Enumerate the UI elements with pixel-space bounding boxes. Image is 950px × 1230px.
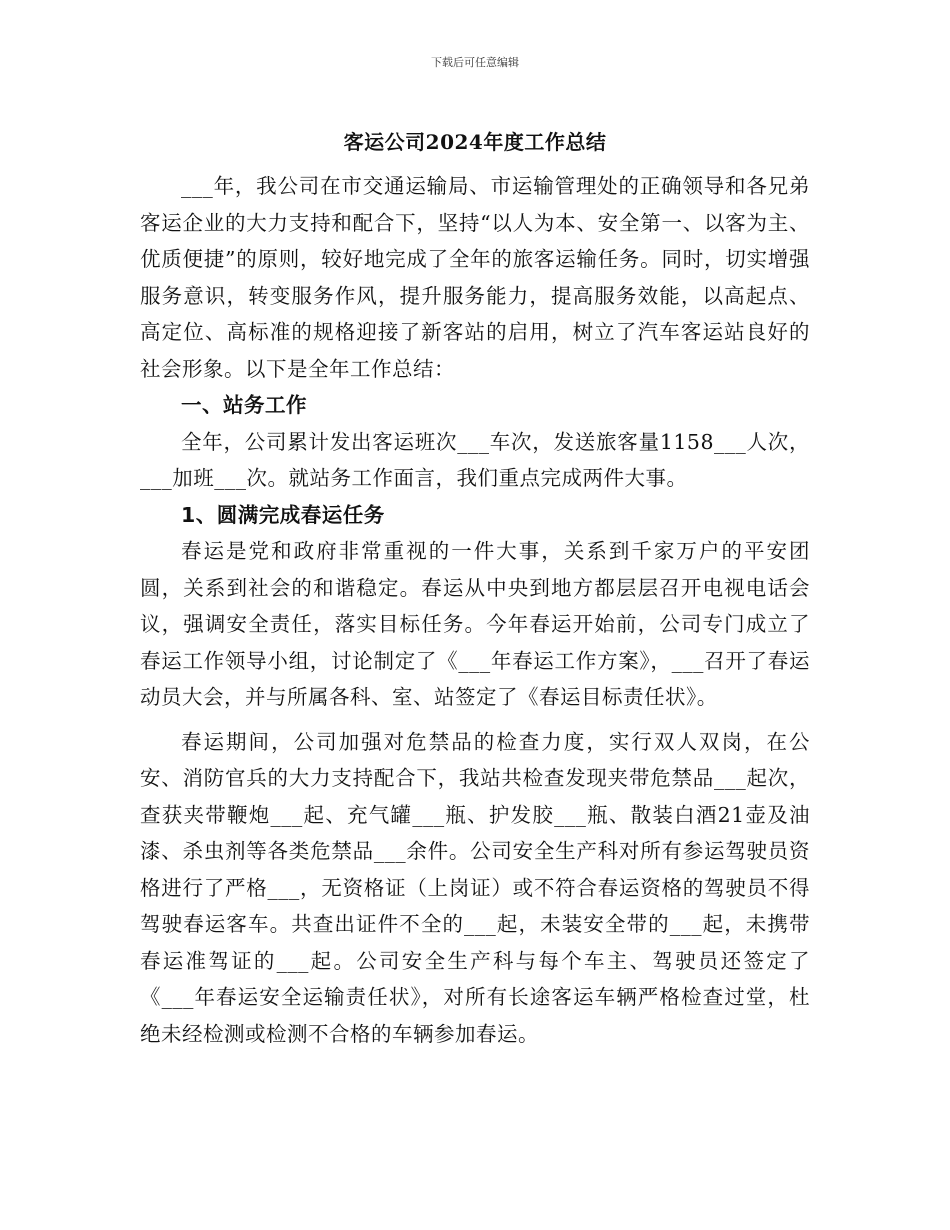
- document-title: 客运公司2024年度工作总结: [343, 130, 607, 154]
- page-header-note: 下载后可任意编辑: [431, 56, 519, 69]
- section-heading-station-work: 一、站务工作: [181, 393, 307, 417]
- paragraph-spacer: [140, 716, 810, 724]
- spring-safety-paragraph: 春运期间，公司加强对危禁品的检查力度，实行双人双岗，在公安、消防官兵的大力支持配合下，我站共检查发现夹带危禁品___起次，查获夹带鞭炮___起、充气罐___瓶、护发胶___瓶、散装白酒21壶及油漆、杀虫剂等各类危禁品___余件。公司安全生产科对所有参运驾驶员资格进行了严格___，无资格证（上岗证）或不符合春运资格的驾驶员不得驾驶春运客车。共查出证件不全的___起，未装安全带的___起，未携带春运准驾证的___起。公司安全生产科与每个车主、驾驶员还签定了《___年春运安全运输责任状》，对所有长途客运车辆严格检查过堂，杜绝未经检测或检测不合格的车辆参加春运。: [140, 729, 810, 1046]
- intro-paragraph: ___年，我公司在市交通运输局、市运输管理处的正确领导和各兄弟客运企业的大力支持和配合下，坚持“以人为本、安全第一、以客为主、优质便捷”的原则，较好地完成了全年的旅客运输任务。同时，切实增强服务意识，转变服务作风，提升服务能力，提高服务效能，以高起点、高定位、高标准的规格迎接了新客站的启用，树立了汽车客运站良好的社会形象。以下是全年工作总结：: [140, 174, 810, 381]
- subsection-heading-spring-transport: 1、圆满完成春运任务: [181, 502, 385, 527]
- document-body: [140, 168, 810, 1052]
- station-work-paragraph: 全年，公司累计发出客运班次___车次，发送旅客量1158___人次，___加班___次。就站务工作面言，我们重点完成两件大事。: [140, 429, 810, 490]
- spring-transport-paragraph: 春运是党和政府非常重视的一件大事，关系到千家万户的平安团圆，关系到社会的和谐稳定。春运从中央到地方都层层召开电视电话会议，强调安全责任，落实目标任务。今年春运开始前，公司专门成立了春运工作领导小组，讨论制定了《___年春运工作方案》，___召开了春运动员大会，并与所属各科、室、站签定了《春运目标责任状》。: [140, 539, 810, 709]
